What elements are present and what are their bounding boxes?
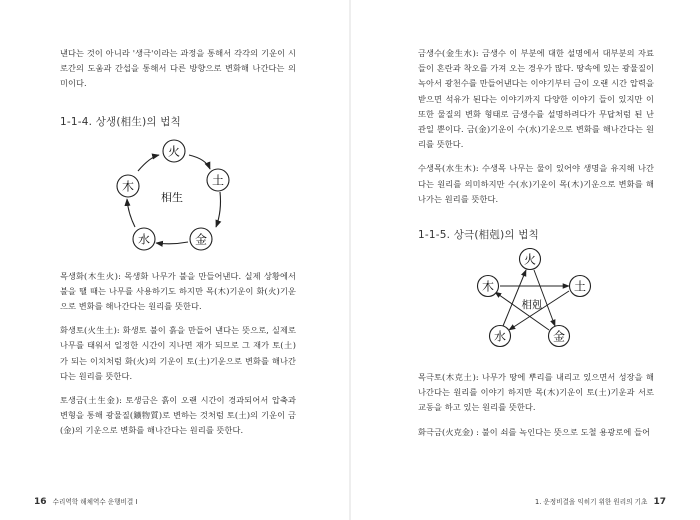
arrow-water-to-wood xyxy=(127,199,135,227)
sangsaeng-diagram xyxy=(60,139,296,261)
node-water xyxy=(490,326,511,347)
section-title-sangsaeng: 1-1-4. 상생(相生)의 법칙 xyxy=(60,115,181,128)
arrow-wood-to-fire xyxy=(138,155,159,171)
arrow-metal-to-wood xyxy=(495,292,549,330)
paragraph-earth-metal: 토생금(土生金): 토생금은 흙이 오랜 시간이 경과되어서 압축과 변형을 통해 광물질(鑛物質)로 변하는 것처럼 토(土)의 기운이 금(金)의 기운으로 변화를 해나간다는 원리를 뜻한다. xyxy=(60,395,296,436)
node-earth xyxy=(570,276,591,297)
right-page xyxy=(350,0,700,520)
svg-text:水: 水 xyxy=(137,232,151,247)
intro-paragraph: 낸다는 것이 아니라 '생극'이라는 과정을 통해서 각각의 기운이 시로간의 도움과 간섭을 통해서 다른 방향으로 변화해 나간다는 의미이다. xyxy=(60,48,296,89)
node-fire xyxy=(163,140,185,162)
node-water xyxy=(133,228,155,250)
paragraph-water-wood: 수생목(水生木): 수생목 나무는 물이 있어야 생명을 유지해 나간다는 원리를 의미하지만 수(水)기운이 목(木)기운으로 변화를 해 나가는 원리를 뜻한다. xyxy=(418,163,654,204)
right-footer xyxy=(535,496,666,507)
right-page-content xyxy=(418,46,654,449)
paragraph-fire-metal: 화극금(火克金) : 불이 쇠를 녹인다는 뜻으로 도철 용광로에 들어 xyxy=(418,426,651,437)
arrow-fire-to-earth xyxy=(189,155,210,169)
arrow-metal-to-water xyxy=(156,242,188,244)
svg-text:水: 水 xyxy=(493,329,507,344)
sanggeuk-diagram xyxy=(418,248,654,360)
left-page-content xyxy=(60,46,296,448)
sangsaeng-cycle-graphic xyxy=(60,139,296,261)
paragraph-wood-fire: 목생화(木生火): 목생화 나무가 불을 만들어낸다. 실제 상황에서 불을 땔 때는 나무를 사용하기도 하지만 목(木)기운이 화(火)기운으로 변화를 해나간다는 원리를 뜻한다. xyxy=(60,270,296,312)
diagram-center-label: 相生 xyxy=(161,190,183,204)
node-metal xyxy=(190,228,212,250)
arrow-fire-to-metal xyxy=(534,270,555,326)
running-title-right: 1. 운정비결을 익히기 위한 원리의 기초 xyxy=(535,498,648,506)
node-fire xyxy=(520,249,541,270)
paragraph-wood-earth: 목극토(木克土): 나무가 땅에 뿌리를 내리고 있으면서 성장을 해 나간다는 원리를 이야기 하지만 목(木)기운이 토(土)기운과 서로 교동을 하고 있는 원리를 뜻한다. xyxy=(418,372,654,413)
diagram-center-label: 相剋 xyxy=(521,299,543,312)
left-footer xyxy=(34,496,137,507)
svg-text:木: 木 xyxy=(121,179,135,194)
svg-text:土: 土 xyxy=(573,279,587,294)
node-earth xyxy=(207,169,229,191)
page-number-left: 16 xyxy=(34,497,47,507)
svg-text:金: 金 xyxy=(552,329,566,344)
node-wood xyxy=(478,276,499,297)
svg-text:土: 土 xyxy=(211,173,225,188)
arrow-water-to-fire xyxy=(503,270,526,326)
running-title-left: 수리역학 해체역수 운행비결 I xyxy=(52,498,138,506)
svg-text:火: 火 xyxy=(167,144,181,159)
svg-text:木: 木 xyxy=(481,279,495,294)
paragraph-fire-earth: 화생토(火生土): 화생토 불이 흙을 만들어 낸다는 뜻으로, 실제로 나무를 태워서 일정한 시간이 지나면 재가 되므로 그 재가 토(土)가 되는 이치처럼 화(火)의 기운이 토(土)기운으로 변화를 해나간다는 원리를 뜻한다. xyxy=(60,325,296,381)
section-title-sanggeuk: 1-1-5. 상극(相剋)의 법칙 xyxy=(418,229,539,242)
svg-text:金: 金 xyxy=(194,232,208,247)
paragraph-metal-water: 금생수(金生水): 금생수 이 부분에 대한 설명에서 대부분의 자료들이 혼란과 착오를 가져 오는 경우가 많다. 땅속에 있는 광물질이 녹아서 광천수를 만들어낸다는 이야기부터 금이 오랜 시간 압력을 받으면 석유가 된다는 이야기까지 다양한 이야기 들이 있지만 이 또한 물질의 변화 형태로 금생수를 설명하려다가 무답처럼 된 난관일 뿐이다. 금(金)기운이 수(水)기운으로 변화를 해나간다는 원리를 뜻한다. xyxy=(418,48,654,150)
node-metal xyxy=(549,326,570,347)
svg-text:火: 火 xyxy=(523,252,537,267)
page-number-right: 17 xyxy=(653,497,666,507)
sanggeuk-star-graphic xyxy=(418,248,654,360)
node-wood xyxy=(117,175,139,197)
arrow-earth-to-metal xyxy=(216,192,221,227)
